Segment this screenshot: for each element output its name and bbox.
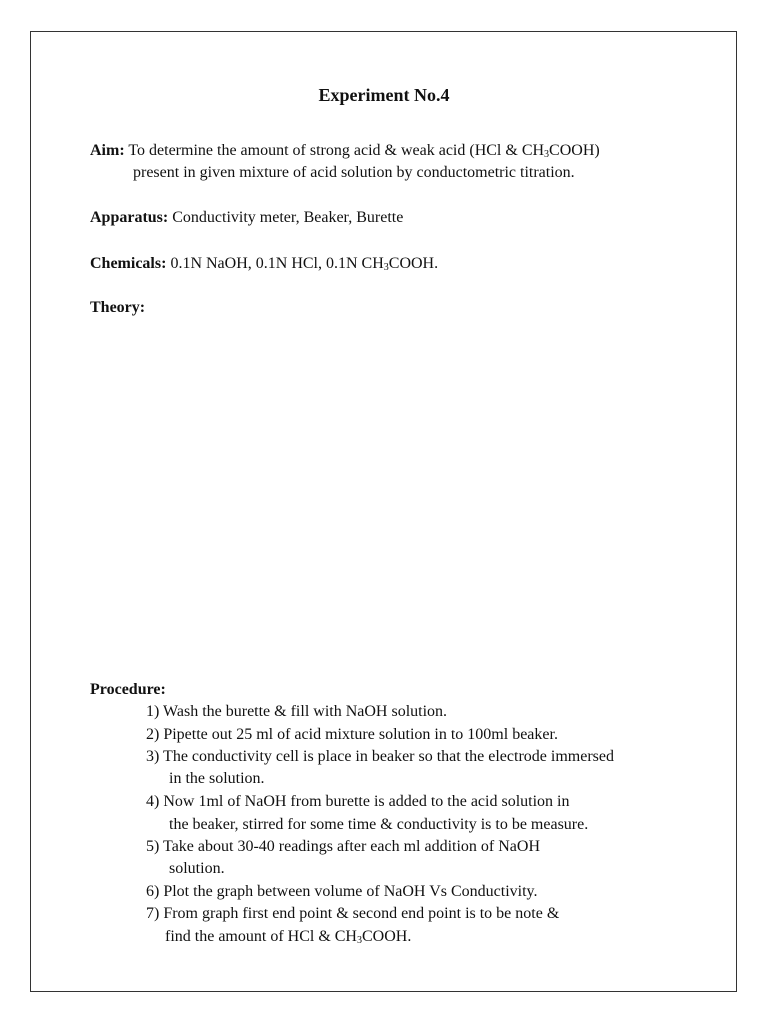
procedure-step-5: 5) Take about 30-40 readings after each ml addition of NaOH [146, 838, 541, 855]
procedure-step-3: 3) The conductivity cell is place in beaker so that the electrode immersed [146, 748, 614, 765]
procedure-heading [90, 679, 166, 701]
procedure-step-4: 4) Now 1ml of NaOH from burette is added to the acid solution in [146, 793, 570, 810]
step-7-cont-pre: find the amount of HCl & CH [165, 928, 357, 945]
theory-heading [90, 297, 145, 319]
chemicals-text-pre: 0.1N NaOH, 0.1N HCl, 0.1N CH [170, 255, 384, 272]
theory-label: Theory: [90, 299, 146, 316]
step-7-subscript: 3 [356, 935, 362, 946]
procedure-step-7-cont [165, 926, 411, 948]
chemicals-subscript: 3 [383, 262, 389, 273]
procedure-step-4-cont: the beaker, stirred for some time & conductivity is to be measure. [169, 816, 589, 833]
chemicals-label: Chemicals: [90, 255, 167, 272]
chemicals-line [90, 253, 438, 275]
procedure-step-1: 1) Wash the burette & fill with NaOH solution. [146, 703, 448, 720]
procedure-step-2: 2) Pipette out 25 ml of acid mixture solution in to 100ml beaker. [146, 726, 558, 743]
procedure-step-3-cont: in the solution. [169, 770, 265, 787]
apparatus-text: Conductivity meter, Beaker, Burette [172, 209, 404, 226]
apparatus-line [90, 207, 403, 229]
procedure-step-7: 7) From graph first end point & second end point is to be note & [146, 905, 560, 922]
aim-text-pre: To determine the amount of strong acid & weak acid (HCl & CH [128, 142, 545, 159]
chemicals-text-post: COOH. [388, 255, 439, 272]
procedure-step-5-cont: solution. [169, 860, 225, 877]
apparatus-label: Apparatus: [90, 209, 169, 226]
step-7-cont-post: COOH. [361, 928, 412, 945]
page-title: Experiment No.4 [318, 85, 450, 105]
aim-line-2: present in given mixture of acid solution by conductometric titration. [133, 164, 575, 181]
aim-line-1 [90, 140, 600, 162]
aim-subscript: 3 [544, 149, 550, 160]
procedure-label: Procedure: [90, 681, 166, 698]
aim-label: Aim: [90, 142, 125, 159]
procedure-step-6: 6) Plot the graph between volume of NaOH Vs Conductivity. [146, 883, 538, 900]
aim-text-post: COOH) [549, 142, 600, 159]
